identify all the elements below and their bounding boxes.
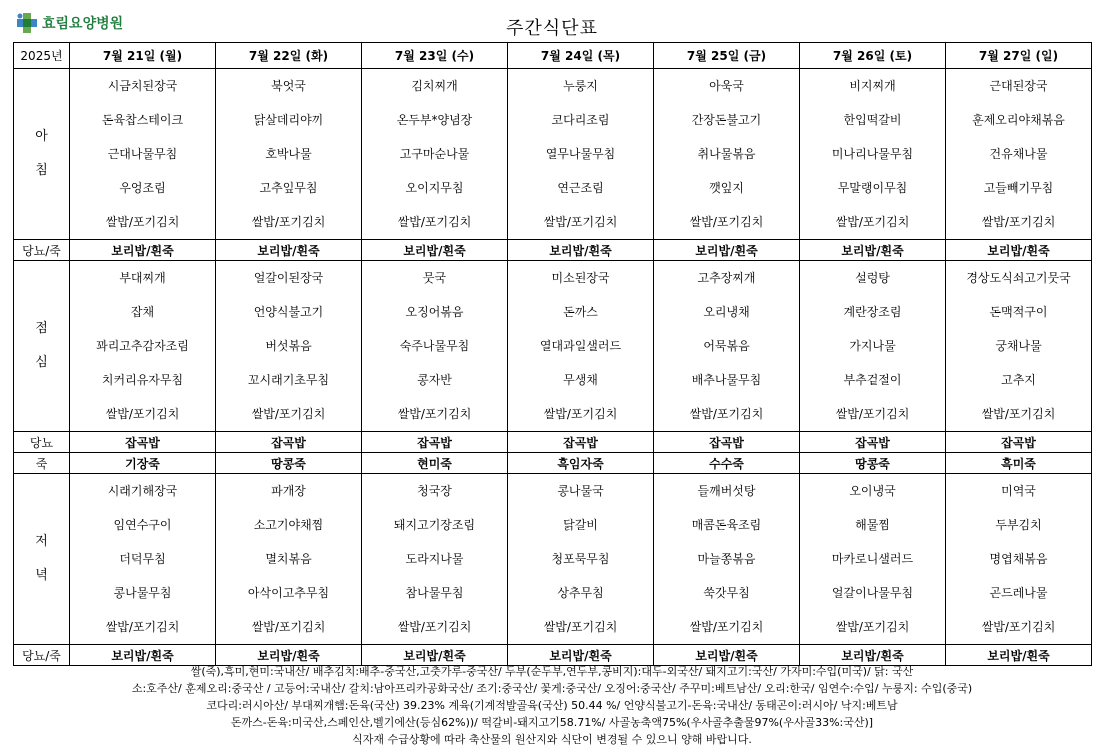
porridge-row-cell: 현미죽: [362, 453, 508, 474]
diet-row-cell: 보리밥/흰죽: [800, 645, 946, 666]
dish-item: 오리냉채: [703, 305, 750, 319]
dish-item: 오이냉국: [849, 484, 896, 498]
dish-item: 더덕무침: [119, 552, 166, 566]
dish-item: 쌀밥/포기김치: [397, 215, 472, 229]
dish-item: 명엽채볶음: [989, 552, 1048, 566]
day-dishes-cell: [654, 474, 800, 645]
diabetes-row-cell: 잡곡밥: [800, 432, 946, 453]
diet-row-cell: 보리밥/흰죽: [654, 645, 800, 666]
dish-item: 상추무침: [557, 586, 604, 600]
note-line: 식자재 수급상황에 따라 축산물의 원산지와 식단이 변경될 수 있으니 양해 바랍니다.: [352, 733, 752, 746]
dish-item: 얼갈이된장국: [253, 271, 324, 285]
dish-item: 고추지: [1001, 373, 1036, 387]
dish-item: 온두부*양념장: [396, 113, 473, 127]
dish-item: 비지찌개: [849, 79, 896, 93]
dish-item: 돈까스: [563, 305, 598, 319]
day-dishes-cell: [216, 474, 362, 645]
dish-item: 훈제오리야채볶음: [972, 113, 1065, 127]
day-dishes-cell: [362, 69, 508, 240]
diet-row-cell: 보리밥/흰죽: [654, 240, 800, 261]
origin-notes: [0, 663, 1104, 748]
dish-item: 뭇국: [422, 271, 447, 285]
dish-item: 근대된장국: [989, 79, 1048, 93]
diabetes-row-cell: 잡곡밥: [946, 432, 1092, 453]
page-header: [0, 0, 1104, 42]
diet-row-cell: 보리밥/흰죽: [362, 645, 508, 666]
dish-item: 고추잎무침: [259, 181, 318, 195]
dish-item: 언양식불고기: [253, 305, 324, 319]
day-dishes-cell: [70, 474, 216, 645]
dish-item: 무말랭이무침: [837, 181, 908, 195]
dish-item: 돼지고기장조림: [393, 518, 476, 532]
diet-row-cell: 보리밥/흰죽: [946, 240, 1092, 261]
meal-label-char: 침: [35, 163, 48, 178]
dish-item: 부추겉절이: [843, 373, 902, 387]
day-header-row: [14, 43, 1092, 69]
diabetes-row-cell: 잡곡밥: [216, 432, 362, 453]
dish-item: 임연수구이: [113, 518, 172, 532]
dish-item: 파개장: [271, 484, 306, 498]
dish-item: 버섯볶음: [265, 339, 312, 353]
porridge-row: [14, 453, 1092, 474]
dish-item: 곤드레나물: [989, 586, 1048, 600]
day-header: 7월 22일 (화): [216, 43, 362, 69]
meal-label-char: 점: [35, 321, 48, 336]
dish-item: 쌀밥/포기김치: [251, 620, 326, 634]
dish-item: 얼갈이나물무침: [831, 586, 914, 600]
dish-item: 아욱국: [709, 79, 744, 93]
diet-row-cell: 보리밥/흰죽: [508, 645, 654, 666]
dish-item: 취나물볶음: [697, 147, 756, 161]
dish-item: 닭갈비: [563, 518, 598, 532]
dish-item: 돈맥적구이: [989, 305, 1048, 319]
dish-item: 오이지무침: [405, 181, 464, 195]
note-line: 소:호주산/ 훈제오리:중국산 / 고등어:국내산/ 갈치:남아프리카공화국산/ 조기:중국산/ 꽃게:중국산/ 오징어:중국산/ 주꾸미:베트남산/ 오리:한국/ 임연수:수입/ 누룽지: 수입(중국): [131, 682, 973, 695]
porridge-row-cell: 흑미죽: [946, 453, 1092, 474]
day-dishes-cell: [946, 261, 1092, 432]
diabetes-row: [14, 432, 1092, 453]
dish-item: 쌀밥/포기김치: [981, 215, 1056, 229]
dish-item: 콩자반: [417, 373, 452, 387]
dish-item: 콩나물무침: [113, 586, 172, 600]
diabetes-row-label: 당뇨: [14, 432, 70, 453]
dish-item: 돈육찹스테이크: [101, 113, 184, 127]
day-dishes-cell: [508, 261, 654, 432]
porridge-row-cell: 흑임자죽: [508, 453, 654, 474]
dish-item: 시금치된장국: [107, 79, 178, 93]
day-dishes-cell: [654, 261, 800, 432]
dish-item: 어묵볶음: [703, 339, 750, 353]
dish-item: 쌀밥/포기김치: [689, 620, 764, 634]
dish-item: 코다리조림: [551, 113, 610, 127]
dish-item: 멸치볶음: [265, 552, 312, 566]
day-dishes-cell: [800, 69, 946, 240]
dish-item: 닭살데리야끼: [253, 113, 324, 127]
diabetes-row-cell: 잡곡밥: [508, 432, 654, 453]
dish-item: 열대과일샐러드: [539, 339, 622, 353]
dish-item: 쌀밥/포기김치: [105, 407, 180, 421]
porridge-row-cell: 수수죽: [654, 453, 800, 474]
dish-item: 쌀밥/포기김치: [835, 407, 910, 421]
hospital-name: 효림요양병원: [42, 16, 124, 32]
dish-item: 치커리유자무침: [101, 373, 184, 387]
dish-item: 청포묵무침: [551, 552, 610, 566]
dish-item: 근대나물무침: [107, 147, 178, 161]
diet-row-cell: 보리밥/흰죽: [216, 240, 362, 261]
dish-item: 잡채: [130, 305, 155, 319]
day-dishes-cell: [70, 69, 216, 240]
diet-row-label: 당뇨/죽: [14, 240, 70, 261]
dish-item: 미소된장국: [551, 271, 610, 285]
dish-item: 매콤돈육조림: [691, 518, 762, 532]
day-dishes-cell: [800, 474, 946, 645]
dish-item: 쌀밥/포기김치: [981, 407, 1056, 421]
dish-item: 쌀밥/포기김치: [543, 215, 618, 229]
dish-item: 쑥갓무침: [703, 586, 750, 600]
dish-item: 호박나물: [265, 147, 312, 161]
day-header: 7월 21일 (월): [70, 43, 216, 69]
day-dishes-cell: [654, 69, 800, 240]
day-dishes-cell: [946, 69, 1092, 240]
dish-item: 아삭이고추무침: [247, 586, 330, 600]
day-header: 7월 25일 (금): [654, 43, 800, 69]
diet-row-cell: 보리밥/흰죽: [946, 645, 1092, 666]
dish-item: 콩나물국: [557, 484, 604, 498]
diet-row-cell: 보리밥/흰죽: [70, 240, 216, 261]
day-dishes-cell: [362, 474, 508, 645]
dish-item: 누룽지: [563, 79, 598, 93]
meal-label: [14, 474, 70, 645]
dish-item: 마늘쫑볶음: [697, 552, 756, 566]
meal-label: [14, 261, 70, 432]
meal-label-char: 저: [35, 534, 48, 549]
dish-item: 참나물무침: [405, 586, 464, 600]
dish-item: 쌀밥/포기김치: [543, 407, 618, 421]
dish-item: 건유채나물: [989, 147, 1048, 161]
dish-item: 쌀밥/포기김치: [251, 407, 326, 421]
diet-row-label: 당뇨/죽: [14, 645, 70, 666]
diet-row-cell: 보리밥/흰죽: [800, 240, 946, 261]
dish-item: 쌀밥/포기김치: [835, 215, 910, 229]
dish-item: 고추장찌개: [697, 271, 756, 285]
dish-item: 꼬시래기초무침: [247, 373, 330, 387]
diabetes-row-cell: 잡곡밥: [654, 432, 800, 453]
dish-item: 들깨버섯탕: [697, 484, 756, 498]
dish-item: 계란장조림: [843, 305, 902, 319]
dish-item: 미역국: [1001, 484, 1036, 498]
day-header: 7월 24일 (목): [508, 43, 654, 69]
dish-item: 쌀밥/포기김치: [397, 407, 472, 421]
porridge-row-cell: 기장죽: [70, 453, 216, 474]
diet-row-cell: 보리밥/흰죽: [70, 645, 216, 666]
diet-row-cell: 보리밥/흰죽: [216, 645, 362, 666]
dish-item: 두부김치: [995, 518, 1042, 532]
note-line: 돈까스-돈육:미국산,스페인산,벨기에산(등심62%))/ 떡갈비-돼지고기58.71%/ 사골농축액75%(우사골추출물97%(우사골33%:국산)]: [230, 716, 874, 729]
weekly-menu-table: [13, 42, 1092, 666]
dish-item: 쌀밥/포기김치: [105, 215, 180, 229]
dish-item: 해물찜: [855, 518, 890, 532]
dish-item: 가지나물: [849, 339, 896, 353]
day-header: 7월 26일 (토): [800, 43, 946, 69]
dish-item: 쌀밥/포기김치: [397, 620, 472, 634]
dish-item: 쌀밥/포기김치: [689, 215, 764, 229]
day-header: 7월 23일 (수): [362, 43, 508, 69]
dish-item: 한입떡갈비: [843, 113, 902, 127]
dish-item: 쌀밥/포기김치: [105, 620, 180, 634]
dish-item: 오징어볶음: [405, 305, 464, 319]
day-dishes-cell: [70, 261, 216, 432]
dish-item: 연근조림: [557, 181, 604, 195]
diet-row-cell: 보리밥/흰죽: [362, 240, 508, 261]
porridge-row-cell: 땅콩죽: [800, 453, 946, 474]
dish-item: 청국장: [417, 484, 452, 498]
meal-label-char: 녁: [35, 568, 48, 583]
day-dishes-cell: [216, 261, 362, 432]
porridge-row-label: 죽: [14, 453, 70, 474]
dish-item: 배추나물무침: [691, 373, 762, 387]
day-dishes-cell: [362, 261, 508, 432]
meal-label-char: 아: [35, 129, 48, 144]
dish-item: 북엇국: [271, 79, 306, 93]
note-line: 쌀(죽),흑미,현미:국내산/ 배추김치:배추-중국산,고춧가루-중국산/ 두부(순두부,연두부,콩비지):대두-외국산/ 돼지고기:국산/ 가자미:수입(미국)/ 닭: 국산: [190, 665, 914, 678]
dish-item: 쌀밥/포기김치: [981, 620, 1056, 634]
menu-body: [14, 69, 1092, 666]
day-dishes-cell: [508, 69, 654, 240]
dish-item: 설렁탕: [855, 271, 890, 285]
dish-item: 열무나물무침: [545, 147, 616, 161]
dish-item: 쌀밥/포기김치: [543, 620, 618, 634]
dish-item: 미나리나물무침: [831, 147, 914, 161]
diabetes-row-cell: 잡곡밥: [362, 432, 508, 453]
meal-row: [14, 261, 1092, 432]
diet-row: [14, 240, 1092, 261]
year-cell: 2025년: [14, 43, 70, 69]
dish-item: 간장돈불고기: [691, 113, 762, 127]
dish-item: 쌀밥/포기김치: [251, 215, 326, 229]
dish-item: 고들빼기무침: [983, 181, 1054, 195]
dish-item: 숙주나물무침: [399, 339, 470, 353]
dish-item: 우엉조림: [119, 181, 166, 195]
dish-item: 쌀밥/포기김치: [835, 620, 910, 634]
dish-item: 깻잎지: [709, 181, 744, 195]
dish-item: 부대찌개: [119, 271, 166, 285]
day-dishes-cell: [946, 474, 1092, 645]
dish-item: 도라지나물: [405, 552, 464, 566]
dish-item: 소고기야채찜: [253, 518, 324, 532]
porridge-row-cell: 땅콩죽: [216, 453, 362, 474]
meal-row: [14, 474, 1092, 645]
diabetes-row-cell: 잡곡밥: [70, 432, 216, 453]
dish-item: 궁채나물: [995, 339, 1042, 353]
dish-item: 쌀밥/포기김치: [689, 407, 764, 421]
page-title: 주간식단표: [506, 18, 598, 39]
meal-label-char: 심: [35, 355, 48, 370]
dish-item: 경상도식쇠고기뭇국: [966, 271, 1071, 285]
diet-row-cell: 보리밥/흰죽: [508, 240, 654, 261]
dish-item: 시래기해장국: [107, 484, 178, 498]
dish-item: 마카로니샐러드: [831, 552, 914, 566]
meal-label: [14, 69, 70, 240]
dish-item: 꽈리고추감자조림: [96, 339, 189, 353]
note-line: 코다리:러시아산/ 부대찌개햄:돈육(국산) 39.23% 계육(기계적발골육(국산) 50.44 %/ 언양식불고기-돈육:국내산/ 동태곤이:러시아/ 낙지:베트남: [206, 699, 898, 712]
meal-row: [14, 69, 1092, 240]
dish-item: 무생채: [563, 373, 598, 387]
day-dishes-cell: [508, 474, 654, 645]
dish-item: 고구마순나물: [399, 147, 470, 161]
day-header: 7월 27일 (일): [946, 43, 1092, 69]
dish-item: 김치찌개: [411, 79, 458, 93]
day-dishes-cell: [216, 69, 362, 240]
day-dishes-cell: [800, 261, 946, 432]
